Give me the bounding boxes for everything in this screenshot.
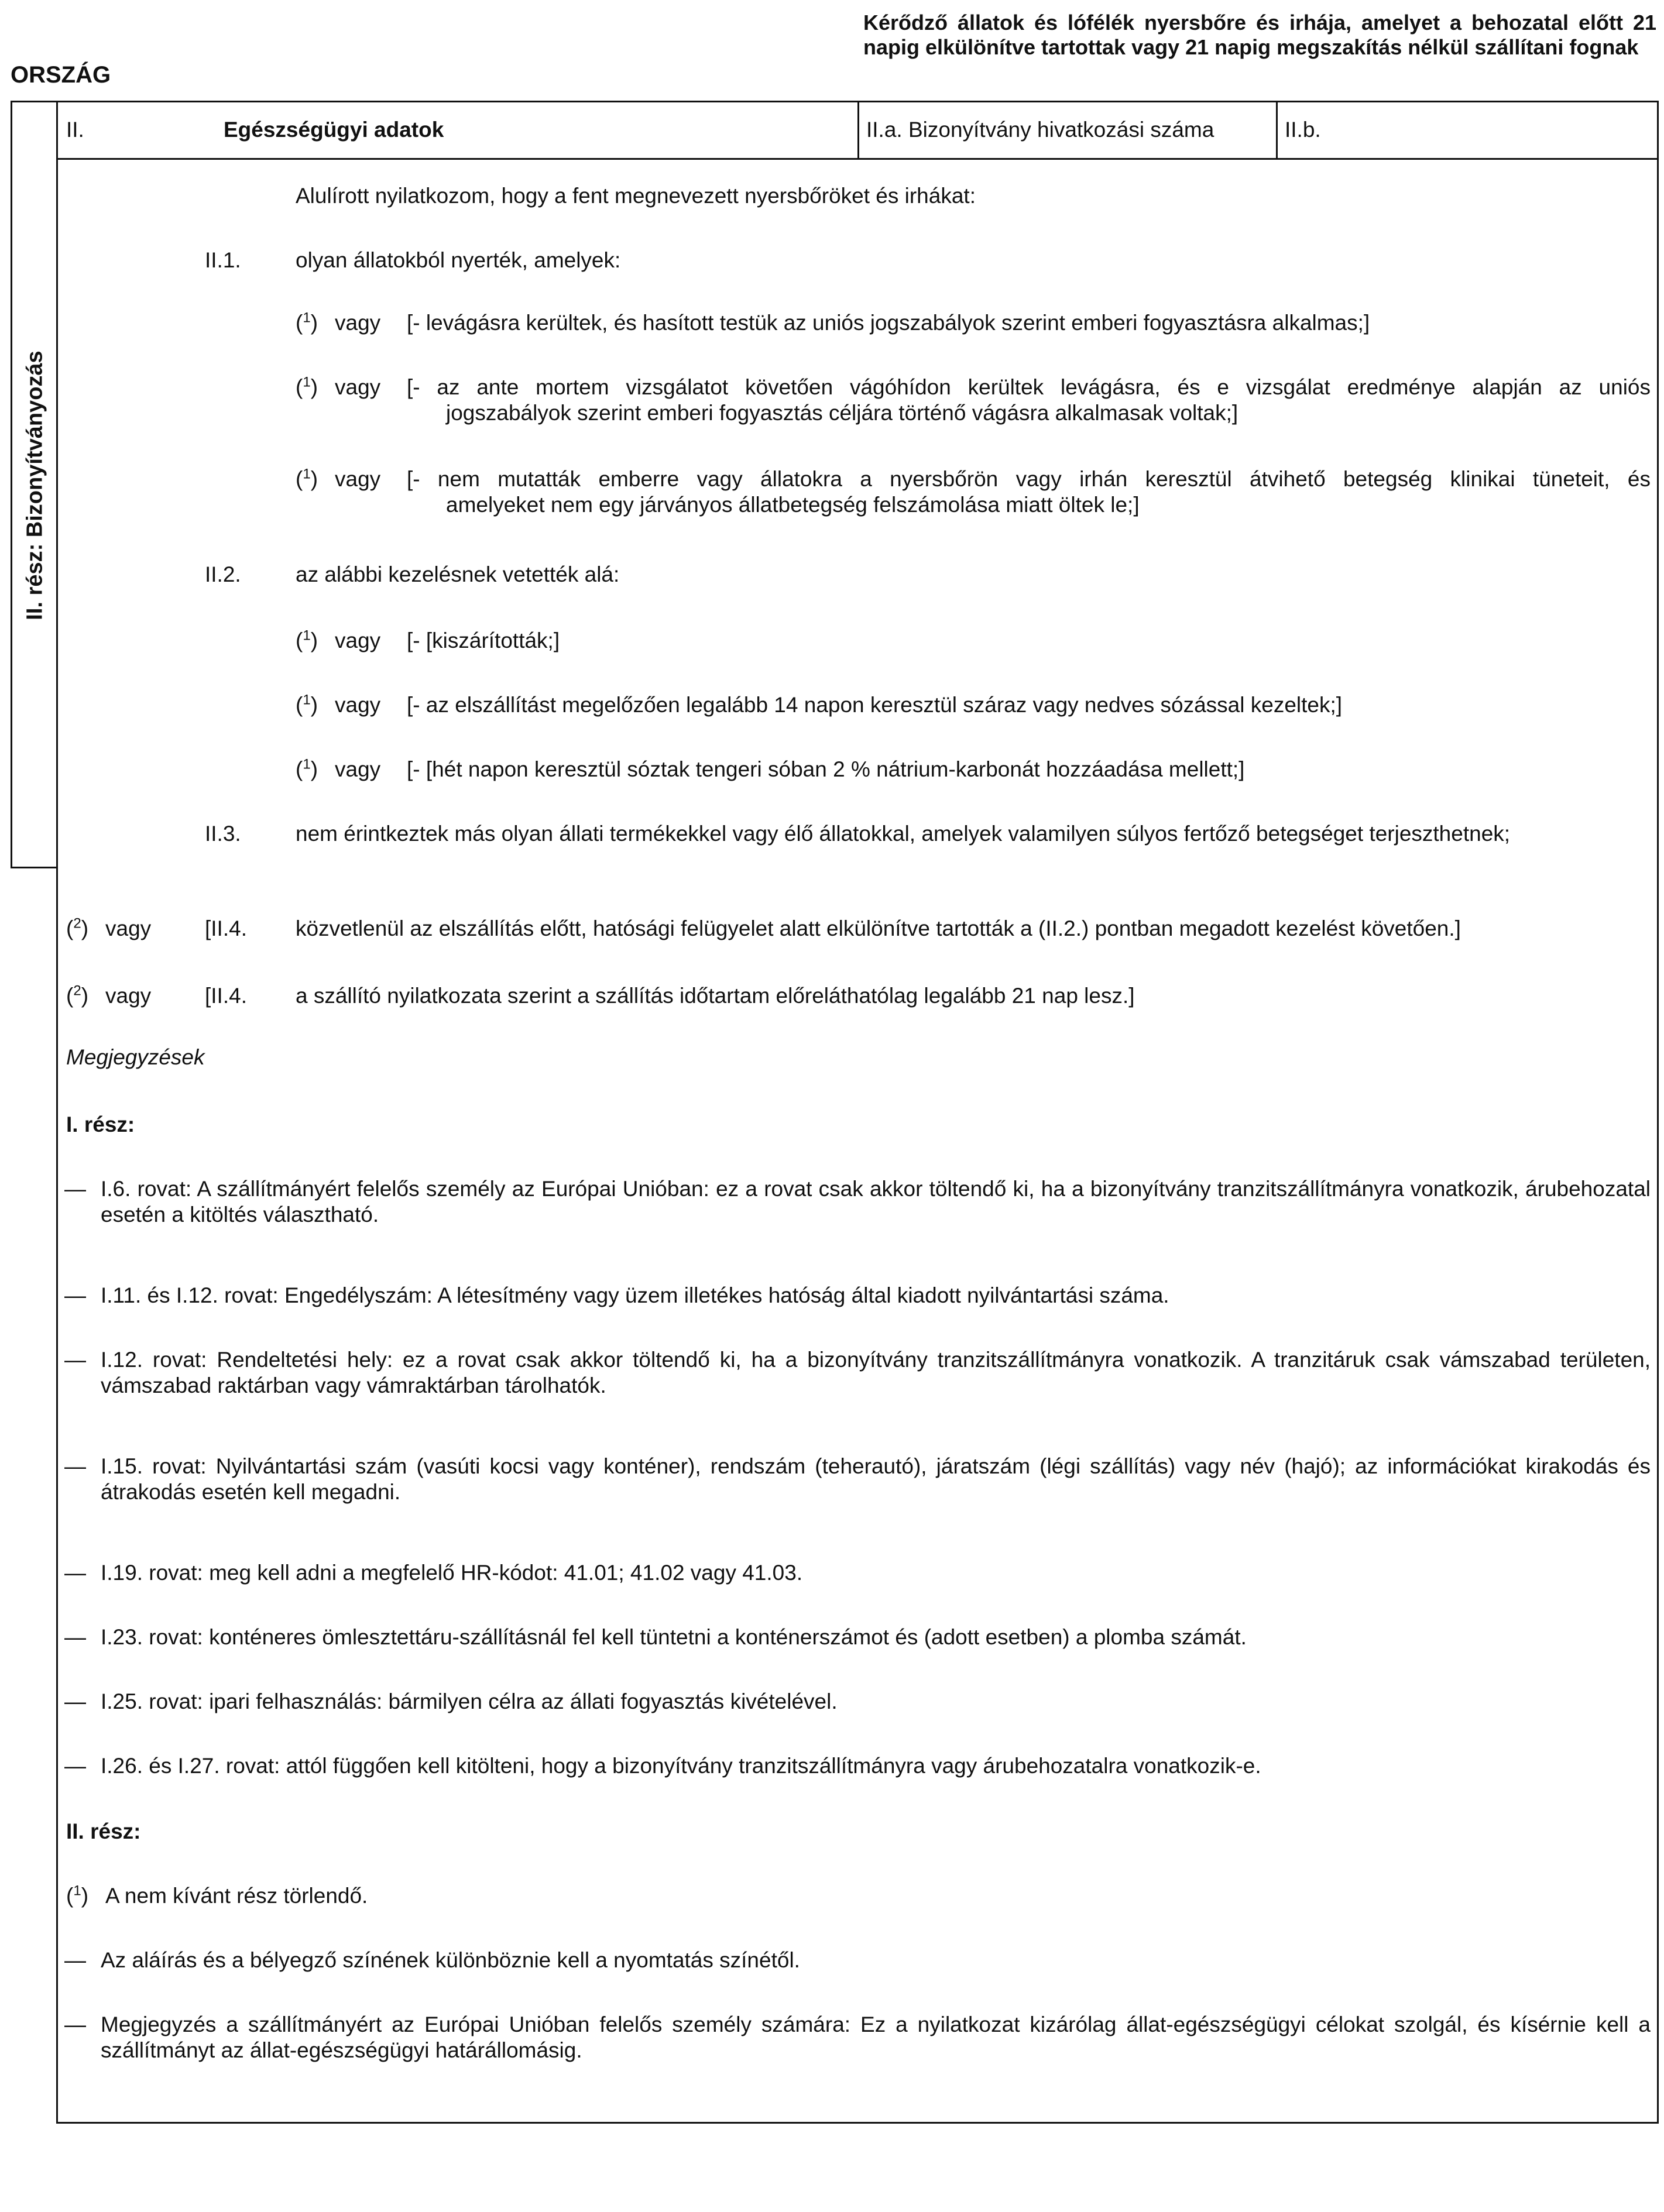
option-word: vagy [335,693,381,717]
option-text-line1: [- nem mutatták emberre vagy állatokra a nyersbőrön vagy irhán keresztül átvihető betegség klinikai tüneteit, és [407,467,1651,491]
dash-mark: — [64,1177,86,1201]
option-text: [- [hét napon keresztül sóztak tengeri sóban 2 % nátrium-karbonát hozzáadása mellett;] [407,757,1245,781]
ii1-number: II.1. [205,248,241,272]
note-text: I.23. rovat: konténeres ömlesztettáru-szállításnál fel kell tüntetni a konténerszámot és (adott esetben) a plomba számát. [101,1625,1247,1649]
option-word: vagy [335,467,381,491]
ii1-text: olyan állatokból nyerték, amelyek: [296,248,621,272]
footnote-ref: ($^1$) [296,692,318,717]
footnote-ref: ($^1$) [296,466,318,491]
option-number: [II.4. [205,916,247,940]
footnote-text: A nem kívánt rész törlendő. [105,1884,368,1908]
option-text: közvetlenül az elszállítás előtt, hatósági felügyelet alatt elkülönítve tartották a (II.2.) pontban megadott kezelést követően.] [296,916,1461,940]
option-text: a szállító nyilatkozata szerint a szállítás időtartam előreláthatólag legalább 21 nap lesz.] [296,984,1135,1008]
footnote-ref: ($^1$) [296,310,318,335]
option-text: [- az elszállítást megelőzően legalább 14 napon keresztül száraz vagy nedves sózással kezeltek;] [407,693,1343,717]
option-text-line2: jogszabályok szerint emberi fogyasztás céljára történő vágásra alkalmasak voltak;] [446,401,1238,425]
dash-mark: — [64,1348,86,1372]
iib-label: II.b. [1285,118,1321,142]
note-text: I.12. rovat: Rendeltetési hely: ez a rovat csak akkor töltendő ki, ha a bizonyítvány tranzitszállítmányra vonatkozik. A tranzitáruk csak vámszabad területen, vámszabad raktárban vagy vámraktárban tárolhatók. [101,1348,1651,1397]
option-word: vagy [335,757,381,781]
option-word: vagy [105,916,152,940]
side-label-text: II. rész: Bizonyítványozás [22,350,47,620]
ref-column-divider [857,101,859,159]
dash-mark: — [64,1948,86,1972]
declaration-intro: Alulírott nyilatkozom, hogy a fent megnevezett nyersbőröket és irhákat: [296,184,976,208]
dash-mark: — [64,1754,86,1778]
option-number: [II.4. [205,984,247,1008]
note-text: I.6. rovat: A szállítmányért felelős személy az Európai Unióban: ez a rovat csak akkor töltendő ki, ha a bizonyítvány tranzitszállítmányra vonatkozik, árubehozatal esetén a kitöltés választható. [101,1177,1651,1227]
notes-heading: Megjegyzések [66,1045,205,1069]
ii2-number: II.2. [205,562,241,586]
footnote-marker: ($^1$) [66,1883,89,1908]
option-word: vagy [335,628,381,652]
part2-heading: II. rész: [66,1819,141,1843]
note-text: I.26. és I.27. rovat: attól függően kell kitölteni, hogy a bizonyítvány tranzitszállítmányra vagy árubehozatalra vonatkozik-e. [101,1754,1261,1778]
footnote-ref: ($^1$) [296,756,318,781]
note-text: I.11. és I.12. rovat: Engedélyszám: A létesítmény vagy üzem illetékes hatóság által kiadott nyilvántartási száma. [101,1283,1169,1307]
dash-mark: — [64,1283,86,1307]
iib-column-divider [1276,101,1278,159]
note-text: Megjegyzés a szállítmányért az Európai Unióban felelős személy számára: Ez a nyilatkozat kizárólag állat-egészségügyi célokat szolgál, és kísérnie kell a szállítmányt az állat-egészségügyi határállomásig. [101,2012,1651,2062]
note-text: Az aláírás és a bélyegző színének különböznie kell a nyomtatás színétől. [101,1948,800,1972]
ii2-text: az alábbi kezelésnek vetették alá: [296,562,620,586]
footnote-ref: ($^1$) [296,374,318,399]
part1-heading: I. rész: [66,1112,135,1136]
ii3-text: nem érintkeztek más olyan állati termékekkel vagy élő állatokkal, amelyek valamilyen súlyos fertőző betegséget terjeszthetnek; [296,822,1511,846]
footnote-ref: ($^2$) [66,915,89,940]
dash-mark: — [64,1625,86,1649]
country-label: ORSZÁG [11,62,111,88]
footnote-ref: ($^1$) [296,627,318,652]
ii3-number: II.3. [205,822,241,846]
option-text: [- levágásra kerültek, és hasított testük az uniós jogszabályok szerint emberi fogyasztásra alkalmas;] [407,311,1370,335]
note-text: I.25. rovat: ipari felhasználás: bármilyen célra az állati fogyasztás kivételével. [101,1689,838,1713]
option-text-line1: [- az ante mortem vizsgálatot követően vágóhídon kerültek levágásra, és e vizsgálat eredménye alapján az uniós [407,375,1651,399]
dash-mark: — [64,1454,86,1478]
section-number: II. [66,118,84,142]
footnote-ref: ($^2$) [66,983,89,1008]
option-word: vagy [335,375,381,399]
option-text: [- [kiszárították;] [407,628,560,652]
note-text: I.15. rovat: Nyilvántartási szám (vasúti kocsi vagy konténer), rendszám (teherautó), járatszám (légi szállítás) vagy név (hajó); az információkat kirakodás és átrakodás esetén kell megadni. [101,1454,1651,1504]
dash-mark: — [64,2012,86,2036]
option-word: vagy [335,311,381,335]
option-word: vagy [105,984,152,1008]
section-title: Egészségügyi adatok [224,118,444,142]
dash-mark: — [64,1561,86,1585]
side-label [12,102,59,868]
ref-number-label: II.a. Bizonyítvány hivatkozási száma [866,118,1214,142]
certificate-title: Kérődző állatok és lófélék nyersbőre és irhája, amelyet a behozatal előtt 21 napig elkülönítve tartottak vagy 21 napig megszakítás nélkül szállítani fognak [863,11,1656,59]
option-text-line2: amelyeket nem egy járványos állatbetegség felszámolása miatt öltek le;] [446,493,1140,517]
dash-mark: — [64,1689,86,1713]
note-text: I.19. rovat: meg kell adni a megfelelő HR-kódot: 41.01; 41.02 vagy 41.03. [101,1561,803,1585]
